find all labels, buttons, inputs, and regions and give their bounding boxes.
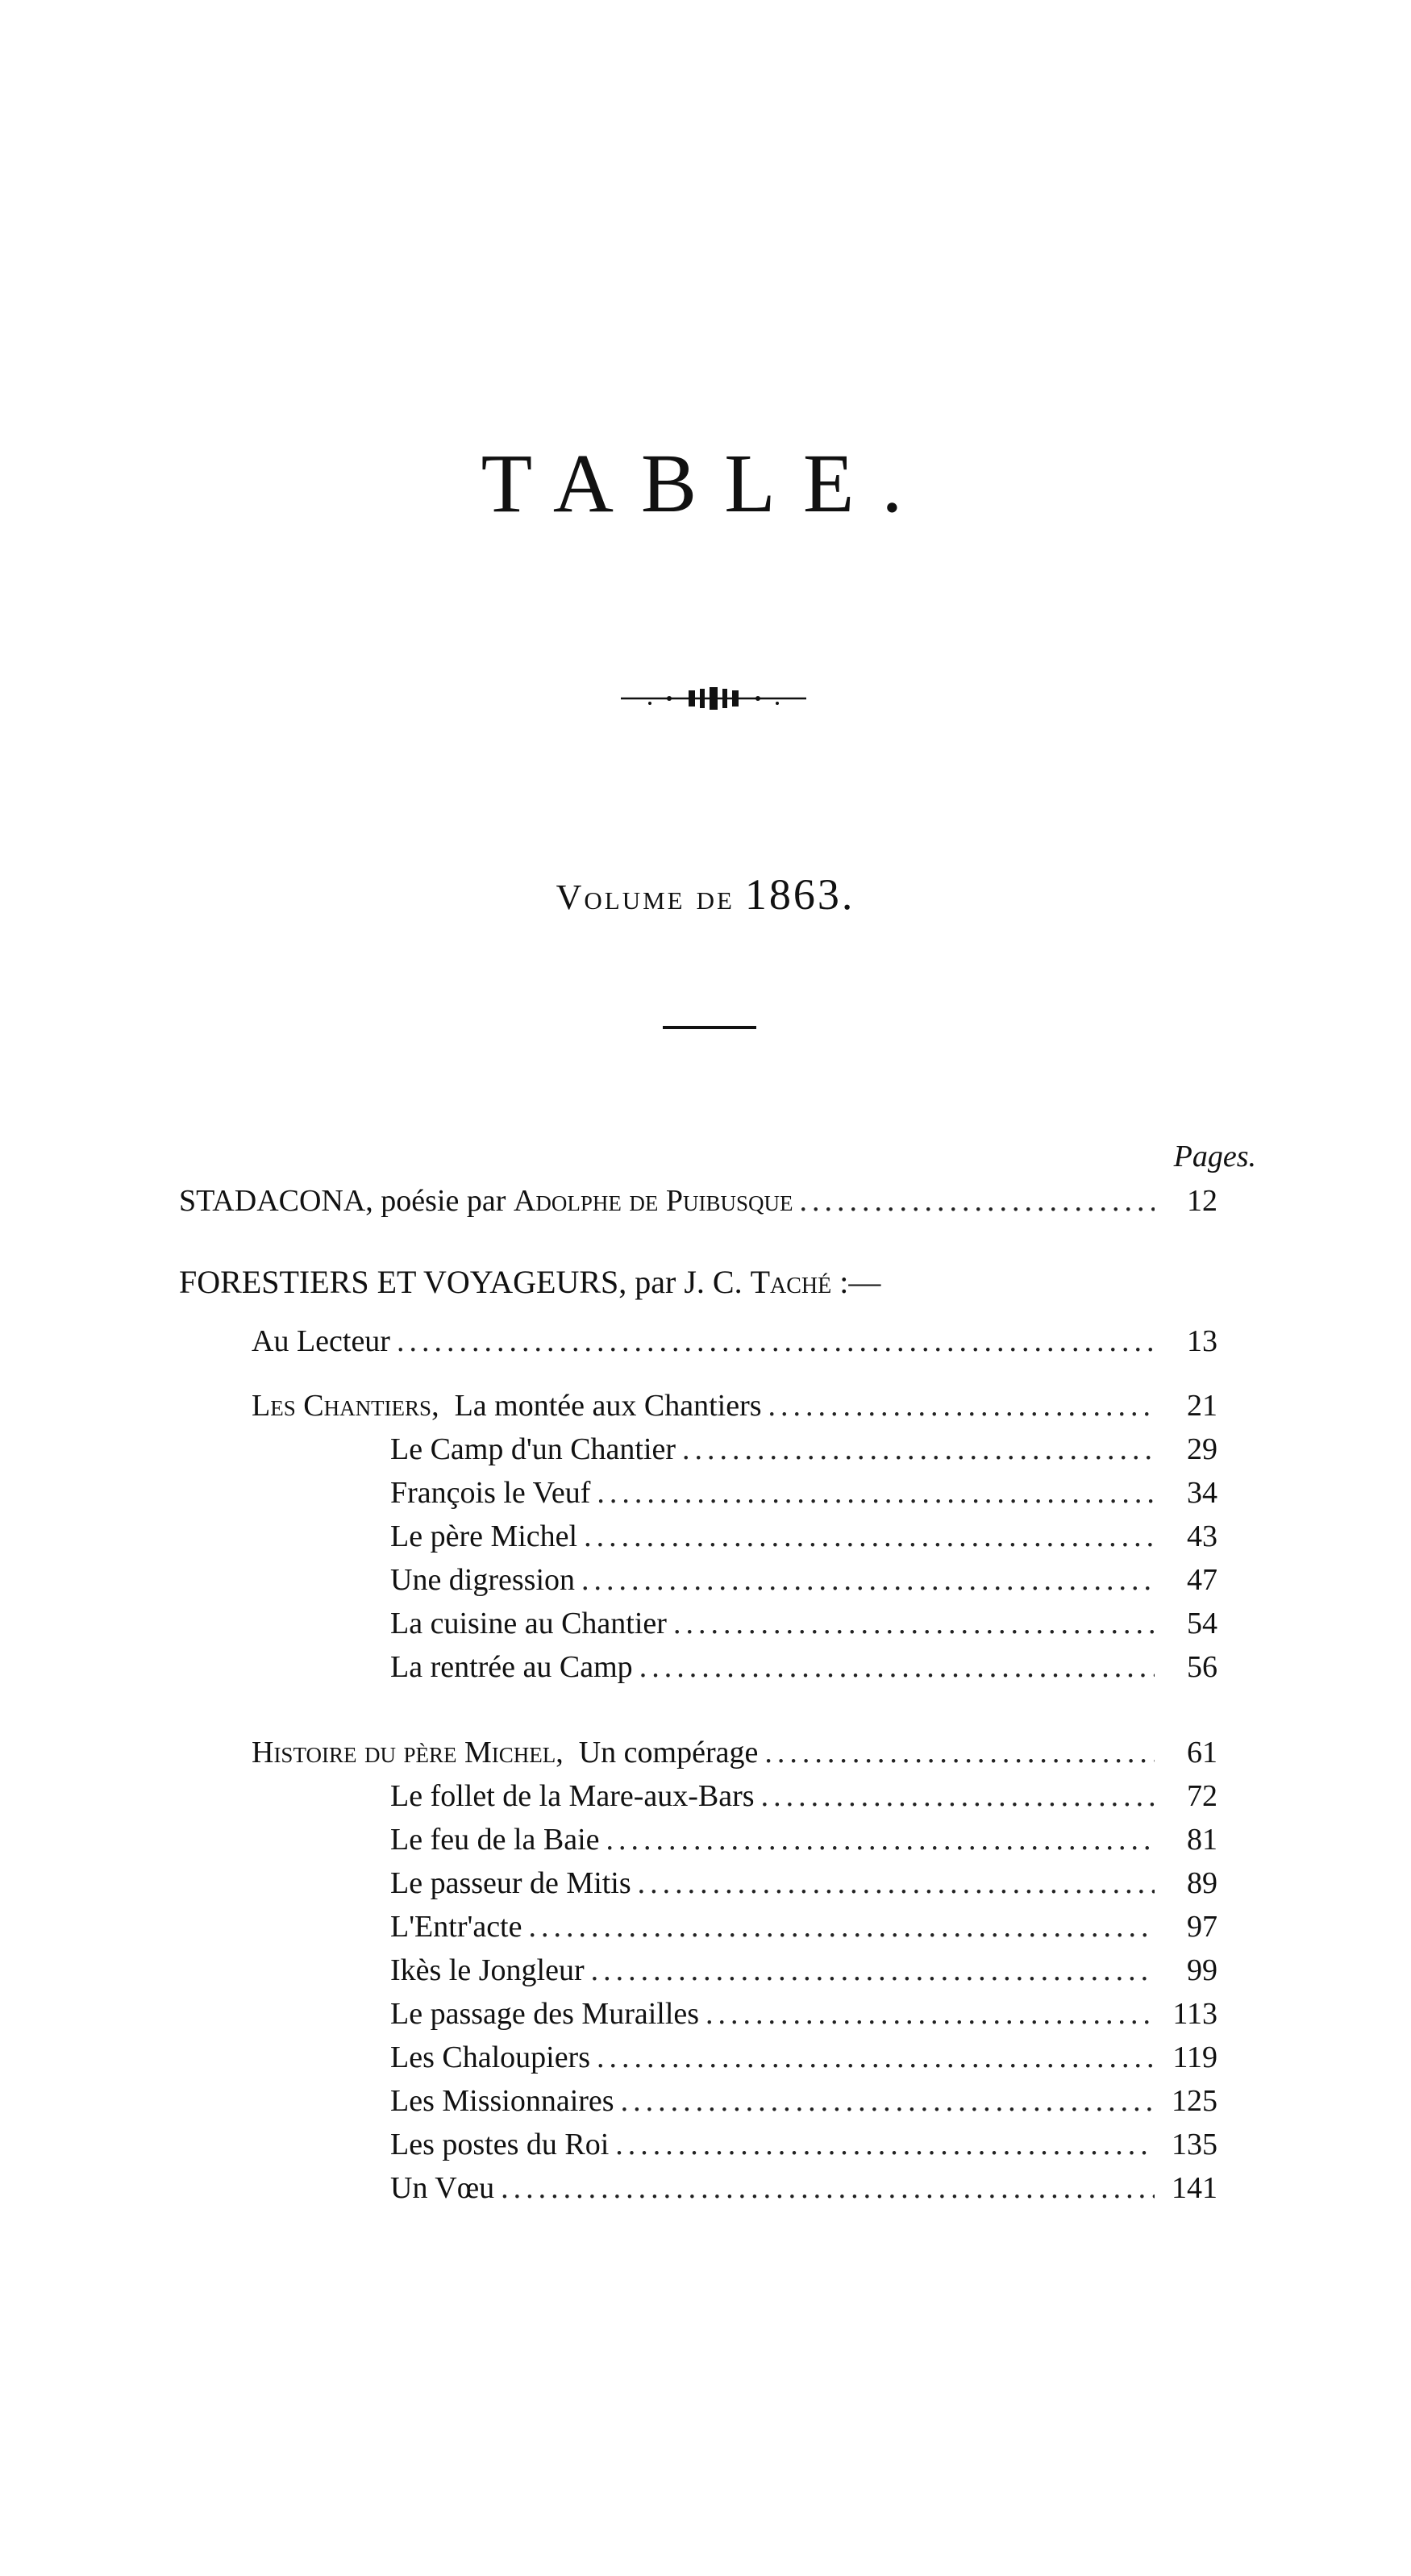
toc-entry-text: François le Veuf	[390, 1476, 591, 1510]
leader-dots	[682, 1428, 1155, 1471]
leader-dots	[615, 2123, 1155, 2166]
leader-dots	[638, 1861, 1155, 1905]
leader-dots	[581, 1558, 1155, 1602]
toc-entry-text: La cuisine au Chantier	[390, 1607, 667, 1640]
toc-entry-text: L'Entr'acte	[390, 1910, 522, 1944]
toc-entry-histoire-8	[390, 2079, 1217, 2123]
section-heading-suffix: :—	[831, 1264, 881, 1300]
leader-dots	[706, 1992, 1155, 2036]
toc-entry-histoire-2	[390, 1818, 1217, 1861]
toc-entry-histoire-4	[390, 1905, 1217, 1949]
toc-entry-histoire-1	[390, 1774, 1217, 1818]
toc-entry-text: Les postes du Roi	[390, 2128, 610, 2161]
toc-entry-histoire-3	[390, 1861, 1217, 1905]
toc-page-number: 61	[1187, 1736, 1217, 1769]
leader-dots	[761, 1774, 1155, 1818]
toc-page-number: 97	[1187, 1910, 1217, 1944]
toc-page-number: 141	[1172, 2171, 1217, 2205]
leader-dots	[501, 2166, 1155, 2210]
toc-page-number: 119	[1172, 2040, 1217, 2074]
toc-entry-histoire-0: Histoire du père Michel, Un compérage ..... 61	[252, 1731, 1217, 1774]
toc-entry-text: Le passeur de Mitis	[390, 1866, 631, 1900]
leader-dots	[397, 1319, 1155, 1363]
toc-entry-text: Les Missionnaires	[390, 2084, 614, 2118]
toc-entry-text: Une digression	[390, 1563, 576, 1597]
toc-entry-chantiers-1	[390, 1428, 1217, 1471]
toc-entry-text: Au Lecteur	[252, 1324, 390, 1358]
toc-page-number: 47	[1187, 1563, 1217, 1597]
leader-dots	[584, 1515, 1155, 1558]
ornament-divider-icon	[621, 684, 806, 711]
toc-entry-text: Le feu de la Baie	[390, 1823, 600, 1857]
toc-page-number: 72	[1187, 1779, 1217, 1813]
toc-entry-histoire-10	[390, 2166, 1217, 2210]
toc-page-number: 99	[1187, 1953, 1217, 1987]
section-heading-forestiers	[179, 1260, 880, 1305]
volume-year: 1863.	[744, 870, 855, 919]
leader-dots	[673, 1602, 1155, 1645]
toc-entry-text: STADACONA, poésie par	[179, 1184, 514, 1218]
toc-entry-author: Adolphe de Puibusque	[513, 1184, 793, 1218]
toc-entry-histoire-9	[390, 2123, 1217, 2166]
page-title: TABLE.	[481, 437, 930, 530]
toc-entry-chantiers-2	[390, 1471, 1217, 1515]
leader-dots	[768, 1384, 1155, 1428]
toc-page-number: 34	[1187, 1476, 1217, 1510]
toc-entry-text: Le père Michel	[390, 1519, 578, 1553]
toc-entry-au-lecteur	[252, 1319, 1217, 1363]
leader-dots	[621, 2079, 1155, 2123]
toc-page-number: 81	[1187, 1823, 1217, 1857]
toc-page-number: 54	[1187, 1607, 1217, 1640]
leader-dots	[606, 1818, 1155, 1861]
toc-entry-histoire-7	[390, 2036, 1217, 2079]
toc-entry-chantiers-0: Les Chantiers, La montée aux Chantiers ..... 21	[252, 1384, 1217, 1428]
toc-entry-histoire-5	[390, 1949, 1217, 1992]
toc-entry-chantiers-3	[390, 1515, 1217, 1558]
toc-group-label: Histoire du père Michel	[252, 1736, 556, 1769]
toc-entry-histoire-6	[390, 1992, 1217, 2036]
leader-dots	[639, 1645, 1155, 1689]
toc-page-number: 12	[1187, 1184, 1217, 1218]
toc-entry-text: La montée aux Chantiers	[454, 1389, 762, 1423]
toc-group-label: Les Chantiers	[252, 1389, 432, 1423]
toc-page-number: 113	[1172, 1997, 1217, 2031]
toc-entry-text: Un compérage	[578, 1736, 759, 1769]
toc-entry-chantiers-6	[390, 1645, 1217, 1689]
leader-dots	[591, 1949, 1155, 1992]
toc-page-number: 29	[1187, 1432, 1217, 1466]
section-heading-text: FORESTIERS ET VOYAGEURS, par J. C.	[179, 1264, 751, 1300]
toc-entry-chantiers-4	[390, 1558, 1217, 1602]
leader-dots	[597, 1471, 1155, 1515]
short-rule-divider	[663, 1026, 756, 1029]
toc-page-number: 135	[1172, 2128, 1217, 2161]
toc-entry-text: Le Camp d'un Chantier	[390, 1432, 676, 1466]
leader-dots	[764, 1731, 1155, 1774]
toc-entry-text: Les Chaloupiers	[390, 2040, 591, 2074]
toc-page-number: 56	[1187, 1650, 1217, 1684]
leader-dots	[799, 1179, 1155, 1223]
leader-dots	[529, 1905, 1155, 1949]
toc-page-number: 125	[1172, 2084, 1217, 2118]
toc-entry-text: Ikès le Jongleur	[390, 1953, 585, 1987]
volume-prefix: Volume de	[556, 877, 735, 917]
toc-page-number: 89	[1187, 1866, 1217, 1900]
pages-column-label: Pages.	[1173, 1140, 1256, 1173]
toc-entry-text: La rentrée au Camp	[390, 1650, 633, 1684]
toc-page-number: 43	[1187, 1519, 1217, 1553]
toc-page-number: 13	[1187, 1324, 1217, 1358]
toc-entry-chantiers-5	[390, 1602, 1217, 1645]
section-heading-author: Taché	[750, 1264, 832, 1300]
volume-heading	[0, 869, 1411, 919]
toc-entry-text: Le follet de la Mare-aux-Bars	[390, 1779, 755, 1813]
leader-dots	[597, 2036, 1155, 2079]
toc-entry-text: Le passage des Murailles	[390, 1997, 700, 2031]
toc-page-number: 21	[1187, 1389, 1217, 1423]
toc-entry-stadacona	[179, 1179, 1217, 1223]
toc-entry-text: Un Vœu	[390, 2171, 495, 2205]
